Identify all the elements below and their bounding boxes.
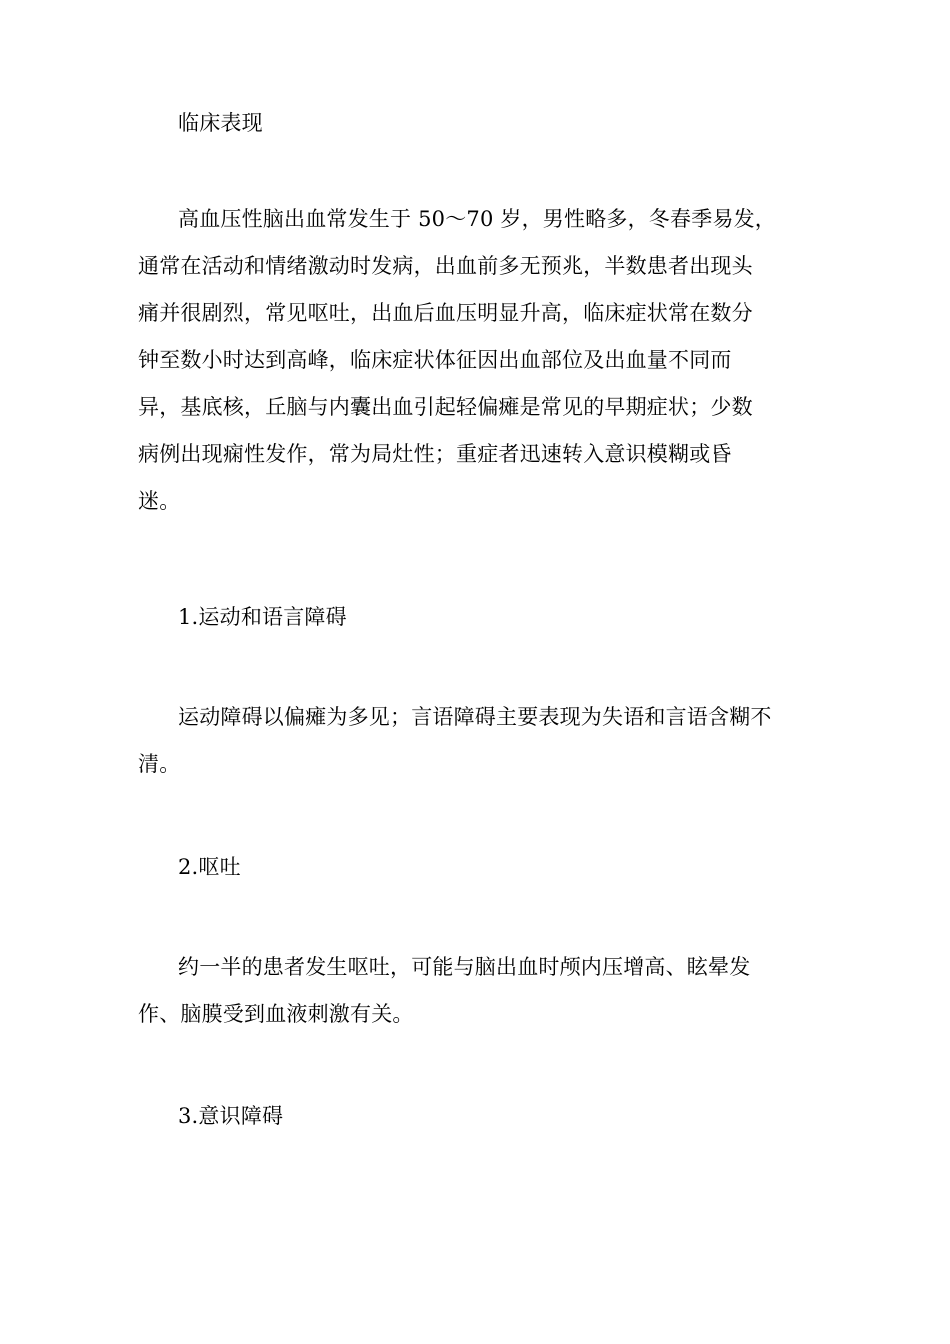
paragraph-line: 迷。 [138, 489, 181, 513]
subheading-text: 1.运动和语言障碍 [178, 605, 347, 629]
paragraph-line: 异，基底核，丘脑与内囊出血引起轻偏瘫是常见的早期症状；少数 [138, 395, 753, 419]
paragraph-line: 运动障碍以偏瘫为多见；言语障碍主要表现为失语和言语含糊不 [178, 705, 772, 729]
paragraph-line: 作、脑膜受到血液刺激有关。 [138, 1002, 414, 1026]
paragraph-motor-speech [138, 694, 810, 788]
paragraph-line: 痛并很剧烈，常见呕吐，出血后血压明显升高，临床症状常在数分 [138, 301, 753, 325]
paragraph-line: 通常在活动和情绪激动时发病，出血前多无预兆，半数患者出现头 [138, 254, 753, 278]
paragraph-line: 清。 [138, 752, 181, 776]
section-title [138, 100, 810, 147]
paragraph-vomiting [138, 944, 810, 1038]
paragraph-line: 约一半的患者发生呕吐，可能与脑出血时颅内压增高、眩晕发 [178, 955, 751, 979]
title-text: 临床表现 [178, 111, 263, 135]
subheading-text: 3.意识障碍 [178, 1104, 284, 1128]
paragraph-line: 病例出现痫性发作，常为局灶性；重症者迅速转入意识模糊或昏 [138, 442, 732, 466]
subheading-consciousness [138, 1093, 810, 1140]
paragraph-line: 高血压性脑出血常发生于 50～70 岁，男性略多，冬春季易发， [178, 207, 776, 231]
paragraph-line: 钟至数小时达到高峰，临床症状体征因出血部位及出血量不同而 [138, 348, 732, 372]
subheading-text: 2.呕吐 [178, 855, 241, 879]
intro-paragraph [138, 196, 810, 525]
subheading-vomiting [138, 844, 810, 891]
subheading-motor-speech [138, 594, 810, 641]
